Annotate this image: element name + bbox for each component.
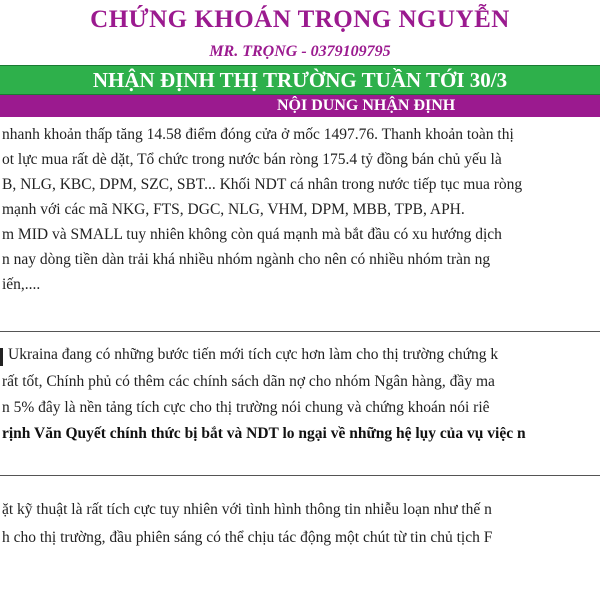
content-cell-market-summary[interactable] xyxy=(0,124,600,320)
text-line: rất tốt, Chính phủ có thêm các chính sách dãn nợ cho nhóm Ngân hàng, đầy ma xyxy=(2,373,495,390)
cell-border xyxy=(0,475,600,476)
text-line: nhanh khoản thấp tăng 14.58 điểm đóng cửa ở mốc 1497.76. Thanh khoản toàn thị xyxy=(2,126,514,143)
report-title-band xyxy=(0,65,600,95)
cell-edge-marker xyxy=(0,348,3,366)
content-cell-macro-news[interactable] xyxy=(0,338,600,453)
text-line: mạnh với các mã NKG, FTS, DGC, NLG, VHM, DPM, MBB, TPB, APH. xyxy=(2,201,465,218)
report-title: NHẬN ĐỊNH THỊ TRƯỜNG TUẦN TỚI 30/3 xyxy=(92,68,508,92)
company-title: CHỨNG KHOÁN TRỌNG NGUYỄN xyxy=(90,6,510,33)
text-line: ặt kỹ thuật là rất tích cực tuy nhiên với tình hình thông tin nhiễu loạn như thế n xyxy=(2,501,492,518)
cell-border xyxy=(0,331,600,332)
content-cell-technical-outlook[interactable] xyxy=(0,495,600,565)
text-line: n nay dòng tiền dàn trải khá nhiều nhóm ngành cho nên có nhiều nhóm tràn ng xyxy=(2,251,491,268)
text-line: Ukraina đang có những bước tiến mới tích cực hơn làm cho thị trường chứng k xyxy=(8,346,499,363)
text-line: m MID và SMALL tuy nhiên không còn quá mạnh mà bắt đầu có xu hướng dịch xyxy=(2,226,502,243)
section-header: NỘI DUNG NHẬN ĐỊNH xyxy=(277,97,456,114)
text-line-bold: rịnh Văn Quyết chính thức bị bắt và NDT lo ngại về những hệ lụy của vụ việc n xyxy=(2,425,526,442)
text-line: h cho thị trường, đầu phiên sáng có thể chịu tác động một chút từ tin chủ tịch F xyxy=(2,529,493,546)
contact-line: MR. TRỌNG - 0379109795 xyxy=(209,43,391,60)
text-line: B, NLG, KBC, DPM, SZC, SBT... Khối NDT cá nhân trong nước tiếp tục mua ròng xyxy=(2,176,523,193)
text-line: iến,.... xyxy=(2,276,41,293)
text-line: ot lực mua rất dè dặt, Tổ chức trong nước bán ròng 175.4 tỷ đồng bán chủ yếu là xyxy=(2,151,502,168)
text-line: n 5% đây là nền tảng tích cực cho thị trường nói chung và chứng khoán nói riê xyxy=(2,399,490,416)
section-header-band xyxy=(0,95,600,117)
